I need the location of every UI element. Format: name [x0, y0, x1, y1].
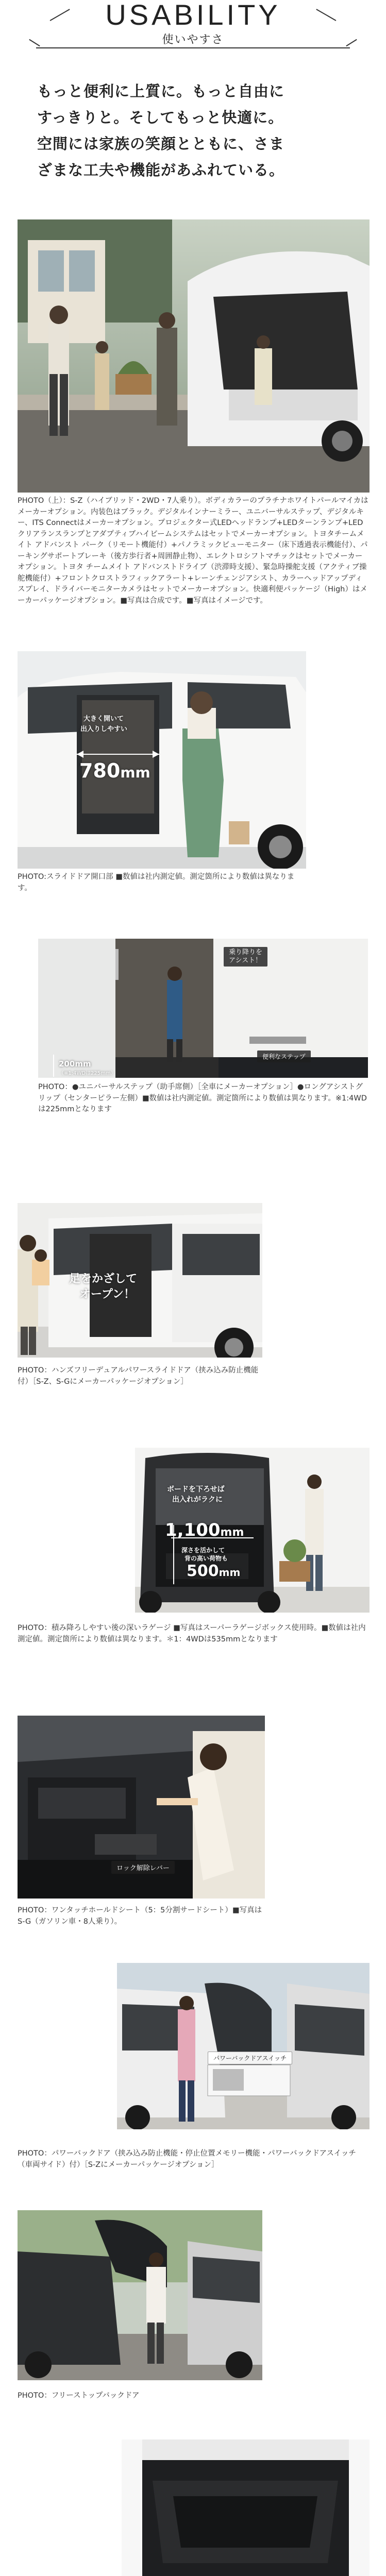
luggage-overlay-line-4: 背の高い荷物も [184, 1555, 228, 1562]
intro-line-4: ざまな工夫や機能があふれている。 [37, 161, 285, 179]
luggage-overlay-line-3: 深さを活かして [181, 1547, 225, 1554]
step-height-note: （※1:4WDは225mm） [59, 1071, 116, 1076]
photo-freestop-backdoor [18, 2210, 262, 2380]
opening-width-value: 780mm [79, 759, 150, 782]
caption-photo-1: PHOTO（上）：S-Z（ハイブリッド・2WD・7人乗り）。ボディカラーのプラチナホワイトパールマイカはメーカーオプション。内装色はブラック。デジタルインナーミラー、ユニバーサルステップ、デジタルキー、ITS Connectはメーカーオプション。プロジェクター式LEDヘッドランプ+LEDターンランプ+LEDクリアランスランプとアダプティブハイビームシステムはセットでメーカーオプション。トヨタチームメイト アドバンスト パーク（リモート機能付）+パノラミックビューモニター（床下透過表示機能付）、パーキングサポートブレーキ（後方歩行者+周囲静止物）、エレクトロシフトマチックはセットでメーカーオプション。トヨタ チームメイト アドバンストドライブ（渋滞時支援）、緊急時操舵支援（アクティブ操舵機能付）+フロントクロストラフィックアラート+レーンチェンジアシスト、カラーヘッドアップディスプレイ、ドライバーモニターカメラはセットでメーカーオプション。快適利便パッケージ（High）はメーカーパッケージオプション。■写真は合成です。■写真はイメージです。 [18, 497, 368, 605]
caption-photo-5: PHOTO：積み降ろしやすい後の深いラゲージ ■写真はスーパーラゲージボックス使用時。■数値は社内測定値。測定箇所により数値は異なります。＊1：4WDは535mmとなります [18, 1624, 366, 1643]
luggage-overlay-line-2: 出入れがラクに [172, 1496, 223, 1504]
intro-text [37, 78, 357, 183]
photo-family-backdoor [18, 219, 370, 493]
photo-deep-luggage [135, 1448, 370, 1613]
intro-line-1: もっと便利に上質に。もっと自由に [37, 82, 285, 100]
section-subtitle: 使いやすさ [162, 33, 224, 46]
step-height-value: 200mm [59, 1059, 91, 1069]
photo-super-luggage-box [122, 2439, 370, 2576]
caption-photo-7: PHOTO：パワーバックドア（挟み込み防止機能・停止位置メモリー機能・パワーバックドアスイッチ（車両サイド）付）［S-Zにメーカーパッケージオプション］ [18, 2149, 356, 2169]
opening-label-line-2: 出入りしやすい [80, 725, 128, 733]
caption-photo-3: PHOTO：●ユニバーサルステップ（助手席側）［全車にメーカーオプション］●ロングアシストグリップ（センターピラー左側）■数値は社内測定値。測定箇所により数値は異なります。※1:4WDは225mmとなります [38, 1083, 367, 1113]
photo-handsfree-slide-door [18, 1203, 262, 1358]
photo-power-backdoor [117, 1963, 370, 2129]
caption-photo-8: PHOTO：フリーストップバックドア [18, 2392, 140, 2400]
assist-tag: 乗り降りを アシスト！ [224, 947, 267, 967]
caption-photo-4: PHOTO：ハンズフリーデュアルパワースライドドア（挟み込み防止機能付）［S-Z、S-Gにメーカーパッケージオプション］ [18, 1366, 259, 1386]
luggage-height-value: 1,100mm [165, 1520, 244, 1540]
power-backdoor-switch-tag: パワーバックドアスイッチ [208, 2052, 292, 2064]
caption-photo-6: PHOTO：ワンタッチホールドシート（5：5分割サードシート）■写真はS-G（ガソリン車・8人乗り）。 [18, 1906, 262, 1926]
luggage-overlay-line-1: ボードを下ろせば [167, 1485, 225, 1494]
photo-slide-door-opening [18, 651, 306, 869]
step-tag: 便利なステップ [257, 1050, 311, 1062]
opening-label-line-1: 大きく開いて [83, 715, 124, 723]
handsfree-overlay-line-2: オープン！ [79, 1288, 136, 1301]
handsfree-overlay-line-1: 足をかざして [69, 1273, 138, 1285]
intro-line-3: 空間には家族の笑顔とともに、さま [37, 135, 285, 152]
caption-photo-2: PHOTO:スライドドア開口部 ■数値は社内測定値。測定箇所により数値は異なります。 [18, 873, 295, 892]
intro-line-2: すっきりと。そしてもっと快適に。 [37, 109, 284, 126]
header-underline [36, 47, 350, 48]
section-header [0, 0, 386, 57]
photo-one-touch-seat [18, 1716, 265, 1899]
lock-release-tag: ロック解除レバー [111, 1861, 175, 1874]
section-title: USABILITY [105, 0, 281, 31]
luggage-depth-value: 500mm [187, 1562, 241, 1580]
photo-universal-step [38, 939, 368, 1078]
